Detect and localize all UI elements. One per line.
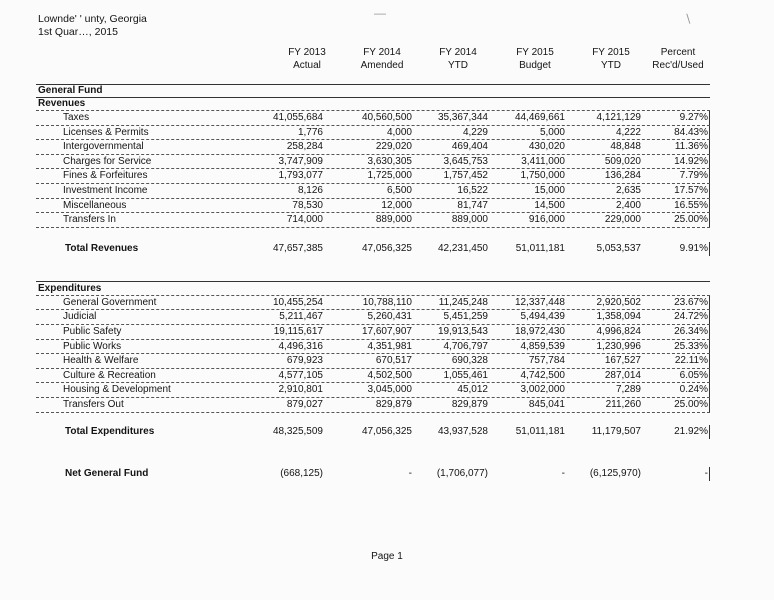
column-header xyxy=(267,46,347,72)
column-header xyxy=(418,46,498,72)
amount-cell: 51,011,181 xyxy=(515,425,565,437)
amount-cell: 829,879 xyxy=(451,398,488,410)
row-label: Public Safety xyxy=(63,325,122,337)
fund-table xyxy=(36,84,710,481)
amount-cell: 47,657,385 xyxy=(272,242,323,254)
expenditure-row xyxy=(36,310,710,325)
amount-cell: (668,125) xyxy=(280,467,323,479)
amount-cell: 211,260 xyxy=(605,398,641,410)
percent-cell: 16.55% xyxy=(629,199,710,213)
amount-cell: 12,337,448 xyxy=(514,296,565,308)
amount-cell: 4,706,797 xyxy=(443,340,488,352)
amount-cell: 11,179,507 xyxy=(591,425,641,437)
amount-cell: 7,289 xyxy=(615,384,641,396)
amount-cell: 42,231,450 xyxy=(437,242,488,254)
row-label: Total Revenues xyxy=(65,242,139,254)
amount-cell: 5,451,259 xyxy=(443,311,488,323)
section-revenues: Revenues xyxy=(36,98,710,111)
amount-cell: 4,502,500 xyxy=(367,369,412,381)
report-title: Lownde' ' unty, Georgia xyxy=(38,13,147,25)
section-expenditures: Expenditures xyxy=(36,281,710,296)
row-label: Investment Income xyxy=(63,184,148,196)
amount-cell: 48,325,509 xyxy=(272,425,323,437)
row-label: Judicial xyxy=(63,311,97,323)
revenue-row xyxy=(36,126,710,141)
amount-cell: 1,793,077 xyxy=(278,170,323,182)
amount-cell: 670,517 xyxy=(375,355,412,367)
expenditure-row xyxy=(36,354,710,369)
amount-cell: 5,000 xyxy=(539,126,565,138)
amount-cell: 5,260,431 xyxy=(367,311,412,323)
row-label: Transfers In xyxy=(63,214,116,226)
amount-cell: 3,645,753 xyxy=(443,155,488,167)
percent-cell: 24.72% xyxy=(629,310,710,324)
row-label: Licenses & Permits xyxy=(63,126,149,138)
revenue-row xyxy=(36,155,710,170)
amount-cell: 18,972,430 xyxy=(514,325,565,337)
column-header-line1: FY 2015 xyxy=(516,47,554,58)
percent-cell: 6.05% xyxy=(629,369,710,383)
amount-cell: 509,020 xyxy=(604,155,641,167)
percent-cell: 21.92% xyxy=(629,425,710,439)
amount-cell: 78,530 xyxy=(292,199,323,211)
percent-cell: 9.91% xyxy=(629,242,710,256)
amount-cell: 1,055,461 xyxy=(443,369,488,381)
percent-cell: 9.27% xyxy=(629,111,710,125)
amount-cell: 679,923 xyxy=(286,355,323,367)
amount-cell: 4,351,981 xyxy=(367,340,412,352)
report-period: 1st Quar…, 2015 xyxy=(38,26,118,38)
column-header-line1: FY 2014 xyxy=(439,47,477,58)
revenue-row xyxy=(36,169,710,184)
column-header-line1: FY 2013 xyxy=(288,47,326,58)
amount-cell: 4,577,105 xyxy=(278,369,323,381)
percent-cell: 17.57% xyxy=(629,184,710,198)
percent-cell: 25.00% xyxy=(629,213,710,227)
amount-cell: - xyxy=(561,467,565,479)
column-header-line1: Percent xyxy=(660,47,696,58)
total-expenditures-line xyxy=(36,425,710,439)
percent-cell: 26.34% xyxy=(629,325,710,339)
amount-cell: 1,230,996 xyxy=(596,340,641,352)
revenue-row xyxy=(36,111,710,126)
amount-cell: 690,328 xyxy=(451,355,488,367)
section-general-fund: General Fund xyxy=(36,85,710,98)
amount-cell: 15,000 xyxy=(534,184,565,196)
percent-cell: 7.79% xyxy=(629,169,710,183)
amount-cell: 16,522 xyxy=(457,184,488,196)
amount-cell: 1,725,000 xyxy=(367,170,412,182)
amount-cell: 1,757,452 xyxy=(443,170,488,182)
amount-cell: 17,607,907 xyxy=(361,325,412,337)
amount-cell: 1,776 xyxy=(297,126,323,138)
row-label: Taxes xyxy=(63,112,90,123)
amount-cell: 12,000 xyxy=(381,199,412,211)
amount-cell: 19,913,543 xyxy=(437,325,488,337)
amount-cell: 2,920,502 xyxy=(596,296,641,308)
amount-cell: 136,284 xyxy=(604,170,641,182)
column-header-line2: YTD xyxy=(448,60,468,71)
row-label: Intergovernmental xyxy=(63,141,144,153)
amount-cell: 258,284 xyxy=(286,141,323,153)
row-label: Culture & Recreation xyxy=(63,369,156,381)
amount-cell: 714,000 xyxy=(286,214,323,226)
amount-cell: 35,367,344 xyxy=(437,112,488,123)
amount-cell: 43,937,528 xyxy=(437,425,488,437)
amount-cell: 47,056,325 xyxy=(361,242,412,254)
amount-cell: 3,002,000 xyxy=(520,384,565,396)
amount-cell: 757,784 xyxy=(528,355,565,367)
amount-cell: 889,000 xyxy=(451,214,488,226)
row-label: Total Expenditures xyxy=(65,425,155,437)
amount-cell: 5,211,467 xyxy=(279,311,323,323)
percent-cell: 11.36% xyxy=(629,140,710,154)
percent-cell: 84.43% xyxy=(629,126,710,140)
amount-cell: 14,500 xyxy=(534,199,565,211)
percent-cell: 25.00% xyxy=(629,398,710,412)
column-header-line2: Rec'd/Used xyxy=(652,60,704,71)
net-general-fund-line xyxy=(36,467,710,481)
expenditure-rows xyxy=(36,296,710,413)
amount-cell: 4,742,500 xyxy=(520,369,565,381)
revenue-row xyxy=(36,140,710,155)
expenditure-row xyxy=(36,296,710,311)
amount-cell: 10,455,254 xyxy=(272,296,323,308)
column-header xyxy=(495,46,575,72)
percent-cell: 22.11% xyxy=(629,354,710,368)
amount-cell: 879,027 xyxy=(286,398,323,410)
amount-cell: 44,469,661 xyxy=(514,112,565,123)
percent-cell: 23.67% xyxy=(629,296,710,310)
net-general-fund-row xyxy=(36,467,710,481)
amount-cell: 1,358,094 xyxy=(596,311,641,323)
amount-cell: 47,056,325 xyxy=(361,425,412,437)
column-header-line2: Amended xyxy=(360,60,404,71)
row-label: Housing & Development xyxy=(63,384,171,396)
amount-cell: 4,496,316 xyxy=(278,340,323,352)
amount-cell: 3,411,000 xyxy=(521,155,565,167)
amount-cell: 3,045,000 xyxy=(367,384,412,396)
column-header xyxy=(342,46,422,72)
expenditure-row xyxy=(36,340,710,355)
amount-cell: 81,747 xyxy=(457,199,488,211)
amount-cell: 8,126 xyxy=(297,184,323,196)
column-header-line2: Actual xyxy=(293,60,321,71)
amount-cell: 4,222 xyxy=(615,126,641,138)
row-label: Health & Welfare xyxy=(63,355,139,367)
percent-cell: 14.92% xyxy=(629,155,710,169)
row-label: General Government xyxy=(63,296,157,308)
amount-cell: 829,879 xyxy=(375,398,412,410)
row-label: Net General Fund xyxy=(65,467,149,479)
amount-cell: 229,020 xyxy=(375,141,412,153)
amount-cell: 469,404 xyxy=(451,141,488,153)
amount-cell: 2,400 xyxy=(615,199,641,211)
column-header-line2: YTD xyxy=(601,60,621,71)
amount-cell: 4,996,824 xyxy=(596,325,641,337)
scan-mark: ∖ xyxy=(684,12,692,26)
revenue-row xyxy=(36,213,710,228)
amount-cell: 48,848 xyxy=(610,141,641,153)
column-header-line1: FY 2015 xyxy=(592,47,630,58)
revenue-rows xyxy=(36,111,710,228)
amount-cell: 19,115,617 xyxy=(273,325,323,337)
amount-cell: 229,000 xyxy=(604,214,641,226)
amount-cell: 4,859,539 xyxy=(520,340,565,352)
amount-cell: 3,747,909 xyxy=(278,155,323,167)
amount-cell: 5,494,439 xyxy=(520,311,565,323)
amount-cell: 3,630,305 xyxy=(367,155,412,167)
row-label: Miscellaneous xyxy=(63,199,127,211)
row-label: Fines & Forfeitures xyxy=(63,170,148,182)
expenditure-row xyxy=(36,369,710,384)
expenditure-row xyxy=(36,325,710,340)
amount-cell: 916,000 xyxy=(528,214,565,226)
column-header xyxy=(638,46,718,72)
percent-cell: 0.24% xyxy=(629,383,710,397)
total-revenues-line xyxy=(36,242,710,256)
amount-cell: 4,000 xyxy=(386,126,412,138)
amount-cell: 845,041 xyxy=(528,398,565,410)
amount-cell: 430,020 xyxy=(528,141,565,153)
amount-cell: 11,245,248 xyxy=(438,296,488,308)
column-header-line2: Budget xyxy=(519,60,551,71)
amount-cell: 2,910,801 xyxy=(278,384,323,396)
expenditure-row xyxy=(36,398,710,413)
amount-cell: - xyxy=(408,467,412,479)
scan-mark: — xyxy=(374,6,386,20)
total-expenditures-row xyxy=(36,425,710,439)
amount-cell: 4,229 xyxy=(462,126,488,138)
column-header-line1: FY 2014 xyxy=(363,47,401,58)
amount-cell: (6,125,970) xyxy=(589,467,641,479)
page-number: Page 1 xyxy=(371,551,403,562)
row-label: Transfers Out xyxy=(63,398,124,410)
row-label: Public Works xyxy=(63,340,122,352)
amount-cell: 1,750,000 xyxy=(520,170,565,182)
amount-cell: 40,560,500 xyxy=(361,112,412,123)
row-label: Charges for Service xyxy=(63,155,152,167)
amount-cell: 4,121,129 xyxy=(596,112,641,123)
amount-cell: 167,527 xyxy=(604,355,641,367)
total-revenues-row xyxy=(36,242,710,256)
percent-cell: 25.33% xyxy=(629,340,710,354)
revenue-row xyxy=(36,199,710,214)
amount-cell: 51,011,181 xyxy=(515,242,565,254)
expenditure-row xyxy=(36,383,710,398)
amount-cell: 2,635 xyxy=(615,184,641,196)
amount-cell: (1,706,077) xyxy=(436,467,488,479)
amount-cell: 41,055,684 xyxy=(272,112,323,123)
amount-cell: 45,012 xyxy=(457,384,488,396)
amount-cell: 6,500 xyxy=(386,184,412,196)
amount-cell: 5,053,537 xyxy=(596,242,641,254)
amount-cell: 287,014 xyxy=(604,369,641,381)
amount-cell: 889,000 xyxy=(375,214,412,226)
percent-cell: - xyxy=(629,467,710,481)
revenue-row xyxy=(36,184,710,199)
amount-cell: 10,788,110 xyxy=(362,296,412,308)
